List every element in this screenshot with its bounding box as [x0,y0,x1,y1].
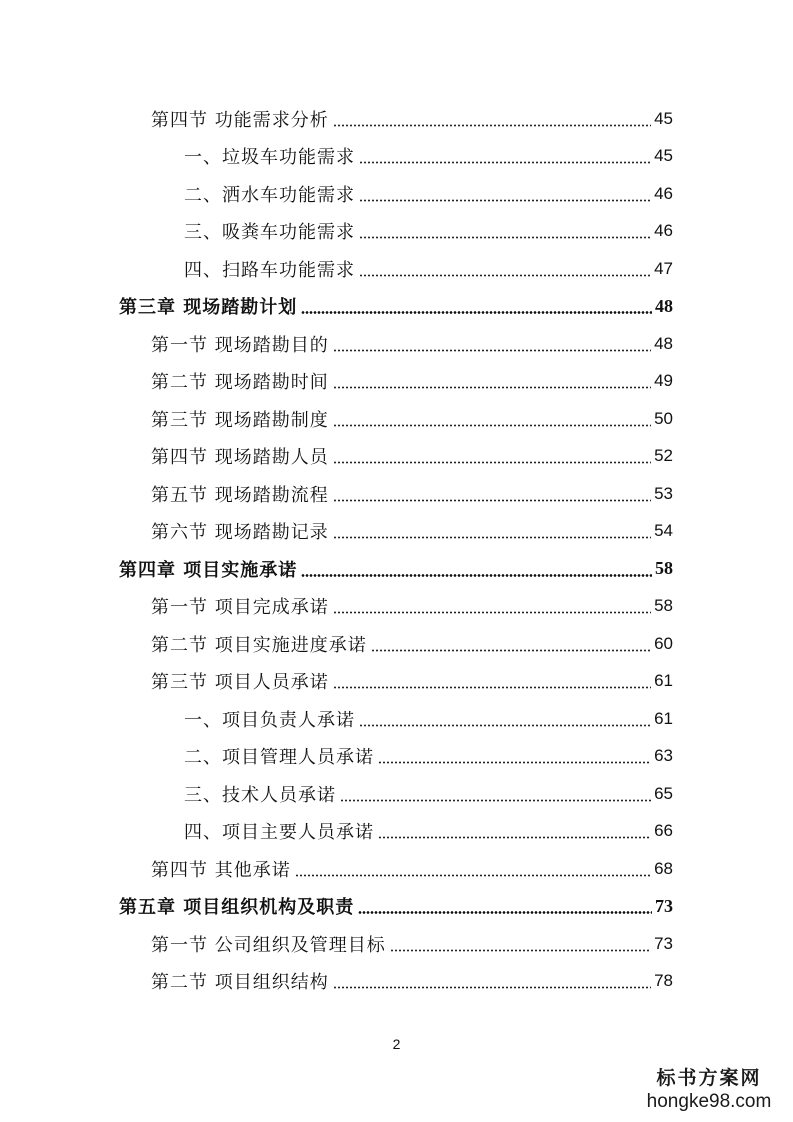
toc-entry-label: 四、扫路车功能需求 [184,259,355,281]
toc-entry-section[interactable] [0,963,793,1001]
toc-entry-page: 68 [654,858,673,878]
toc-entry-page: 52 [654,446,673,466]
toc-entry-subsection[interactable] [0,700,793,738]
toc-entry-section[interactable] [0,925,793,963]
toc-entry-subsection[interactable] [0,775,793,813]
dot-leader [371,635,651,653]
toc-entry-page: 49 [654,371,673,391]
toc-entry-label: 一、垃圾车功能需求 [184,147,355,169]
dot-leader [301,560,652,578]
dot-leader [333,335,651,353]
toc-entry-section[interactable] [0,400,793,438]
toc-entry-label: 第四节 现场踏勘人员 [151,447,329,469]
toc-entry-page: 47 [654,258,673,278]
toc-entry-label: 第四章 项目实施承诺 [119,559,298,581]
toc-entry-subsection[interactable] [0,138,793,176]
dot-leader [333,597,651,615]
toc-entry-section[interactable] [0,363,793,401]
toc-entry-page: 73 [655,895,673,916]
toc-entry-chapter[interactable] [0,550,793,588]
toc-entry-page: 65 [654,783,673,803]
toc-entry-subsection[interactable] [0,738,793,776]
toc-entry-page: 63 [654,746,673,766]
watermark-domain: hongke98.com [646,1091,772,1112]
toc-entry-label: 二、项目管理人员承诺 [184,747,374,769]
toc-entry-section[interactable] [0,100,793,138]
toc-entry-section[interactable] [0,325,793,363]
toc-entry-label: 第二节 项目组织结构 [151,972,329,994]
toc-entry-section[interactable] [0,625,793,663]
toc-entry-page: 48 [655,295,673,316]
watermark-logo [639,1066,779,1114]
dot-leader [333,485,651,503]
dot-leader [359,710,651,728]
toc-entry-label: 第五章 项目组织机构及职责 [119,897,355,919]
dot-leader [359,147,651,165]
page-number: 2 [392,1036,401,1052]
toc-entry-label: 第一节 项目完成承诺 [151,597,329,619]
dot-leader [301,297,652,315]
dot-leader [378,822,651,840]
dot-leader [378,747,651,765]
toc-entry-page: 45 [654,146,673,166]
toc-entry-label: 一、项目负责人承诺 [184,709,355,731]
toc-entry-label: 第二节 现场踏勘时间 [151,372,329,394]
toc-entry-section[interactable] [0,475,793,513]
dot-leader [333,672,651,690]
toc-entry-chapter[interactable] [0,288,793,326]
toc-entry-label: 第五节 现场踏勘流程 [151,484,329,506]
dot-leader [359,185,651,203]
toc-entry-page: 78 [654,971,673,991]
dot-leader [340,785,651,803]
dot-leader [359,260,651,278]
toc-entry-label: 第一节 现场踏勘目的 [151,334,329,356]
dot-leader [358,897,652,915]
toc-entry-label: 第三节 现场踏勘制度 [151,409,329,431]
toc-entry-section[interactable] [0,850,793,888]
toc-entry-page: 48 [654,333,673,353]
toc-entry-label: 第六节 现场踏勘记录 [151,522,329,544]
toc-entry-subsection[interactable] [0,813,793,851]
toc-entry-label: 第四节 功能需求分析 [151,109,329,131]
toc-entry-page: 60 [654,633,673,653]
toc-entry-label: 第一节 公司组织及管理目标 [151,934,386,956]
toc-entry-page: 45 [654,108,673,128]
dot-leader [333,972,651,990]
dot-leader [295,860,651,878]
dot-leader [333,522,651,540]
toc-entry-label: 三、技术人员承诺 [184,784,336,806]
watermark-name: 标书方案网 [656,1067,762,1089]
toc-entry-page: 66 [654,821,673,841]
toc-entry-chapter[interactable] [0,888,793,926]
toc-entry-label: 四、项目主要人员承诺 [184,822,374,844]
toc-entry-section[interactable] [0,438,793,476]
toc-entry-section[interactable] [0,513,793,551]
dot-leader [333,447,651,465]
toc-entry-subsection[interactable] [0,213,793,251]
toc-entry-subsection[interactable] [0,250,793,288]
toc-entry-page: 46 [654,183,673,203]
toc-entry-label: 三、吸粪车功能需求 [184,222,355,244]
dot-leader [390,935,651,953]
toc-entry-subsection[interactable] [0,175,793,213]
dot-leader [333,110,651,128]
toc-entry-page: 73 [654,933,673,953]
toc-entry-page: 58 [655,558,673,579]
toc-entry-page: 46 [654,221,673,241]
toc-entry-label: 二、洒水车功能需求 [184,184,355,206]
toc-entry-section[interactable] [0,663,793,701]
toc-entry-page: 58 [654,596,673,616]
table-of-contents [0,100,793,1000]
dot-leader [333,372,651,390]
toc-entry-page: 54 [654,521,673,541]
toc-entry-section[interactable] [0,588,793,626]
toc-entry-label: 第四节 其他承诺 [151,859,291,881]
toc-entry-label: 第三节 项目人员承诺 [151,672,329,694]
toc-entry-page: 61 [654,708,673,728]
toc-entry-page: 61 [654,671,673,691]
toc-entry-page: 53 [654,483,673,503]
toc-entry-page: 50 [654,408,673,428]
dot-leader [333,410,651,428]
toc-entry-label: 第三章 现场踏勘计划 [119,297,298,319]
dot-leader [359,222,651,240]
toc-entry-label: 第二节 项目实施进度承诺 [151,634,367,656]
